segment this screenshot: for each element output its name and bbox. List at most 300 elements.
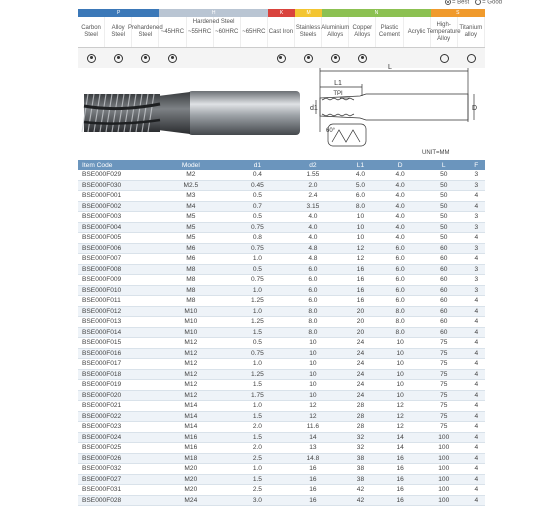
table-cell: 60	[420, 296, 468, 307]
material-name: Stainless Steels	[295, 17, 322, 47]
table-cell: 1.5	[230, 380, 286, 391]
table-cell: M14	[152, 411, 230, 422]
table-row	[78, 327, 485, 338]
material-rating-cell	[78, 48, 105, 68]
column-header: Model	[152, 160, 230, 170]
table-cell: 100	[420, 495, 468, 506]
material-rating-cell	[132, 48, 159, 68]
table-cell: 16	[380, 453, 420, 464]
material-name: Titanium alloy	[458, 17, 485, 47]
table-cell: 10	[285, 338, 341, 349]
table-cell: M3	[152, 191, 230, 202]
material-name: Cast Iron	[268, 17, 295, 47]
table-row	[78, 222, 485, 233]
table-cell: 75	[420, 380, 468, 391]
material-group-s: S	[431, 9, 485, 17]
material-name: Alloy Steel	[105, 17, 132, 47]
table-cell: 75	[420, 390, 468, 401]
table-cell: BSE000F004	[78, 222, 152, 233]
material-name: High-Temperature Alloy	[431, 17, 458, 47]
table-cell: 2.0	[230, 422, 286, 433]
table-cell: 20	[341, 327, 381, 338]
table-cell: 12	[380, 422, 420, 433]
table-cell: 50	[420, 233, 468, 244]
table-cell: M8	[152, 264, 230, 275]
table-cell: M14	[152, 422, 230, 433]
table-cell: 60	[420, 264, 468, 275]
table-cell: 6.0	[285, 264, 341, 275]
table-cell: BSE000F005	[78, 233, 152, 244]
table-cell: 3	[468, 222, 485, 233]
table-cell: 28	[341, 422, 381, 433]
table-row	[78, 464, 485, 475]
table-cell: 75	[420, 359, 468, 370]
table-cell: 50	[420, 180, 468, 191]
table-cell: M12	[152, 359, 230, 370]
table-row	[78, 180, 485, 191]
table-cell: 75	[420, 422, 468, 433]
table-cell: 1.5	[230, 432, 286, 443]
table-cell: 1.25	[230, 296, 286, 307]
table-row	[78, 359, 485, 370]
table-row	[78, 432, 485, 443]
table-cell: BSE000F027	[78, 474, 152, 485]
table-cell: BSE000F006	[78, 243, 152, 254]
column-header: L	[420, 160, 468, 170]
table-cell: 4.8	[285, 243, 341, 254]
table-cell: 50	[420, 212, 468, 223]
table-cell: 32	[341, 432, 381, 443]
material-name: ~45HRC	[159, 17, 186, 47]
table-cell: 4	[468, 348, 485, 359]
table-cell: 4.0	[285, 233, 341, 244]
table-cell: BSE000F030	[78, 180, 152, 191]
table-cell: 0.5	[230, 338, 286, 349]
material-name: Acrylic	[404, 17, 431, 47]
table-cell: BSE000F023	[78, 422, 152, 433]
table-cell: 4	[468, 432, 485, 443]
table-cell: 0.5	[230, 212, 286, 223]
table-cell: BSE000F029	[78, 170, 152, 180]
table-cell: BSE000F014	[78, 327, 152, 338]
material-name: ~60HRC	[214, 17, 241, 47]
table-cell: M10	[152, 317, 230, 328]
material-rating-cell	[187, 48, 214, 68]
table-cell: 0.75	[230, 348, 286, 359]
table-cell: 75	[420, 411, 468, 422]
table-cell: 60	[420, 275, 468, 286]
table-cell: 13	[285, 443, 341, 454]
table-cell: BSE000F024	[78, 432, 152, 443]
table-cell: 10	[380, 338, 420, 349]
table-cell: 4	[468, 390, 485, 401]
table-cell: 8.0	[380, 327, 420, 338]
table-cell: M20	[152, 474, 230, 485]
table-cell: 60	[420, 327, 468, 338]
table-cell: 100	[420, 443, 468, 454]
table-cell: M8	[152, 296, 230, 307]
table-cell: 10	[341, 212, 381, 223]
table-cell: 42	[341, 485, 381, 496]
table-cell: BSE000F012	[78, 306, 152, 317]
table-row	[78, 474, 485, 485]
table-row	[78, 285, 485, 296]
table-cell: 4.0	[380, 201, 420, 212]
dim-d1: d1	[310, 105, 318, 112]
good-rating-icon	[475, 0, 481, 5]
table-cell: 14	[380, 443, 420, 454]
table-cell: 6.0	[380, 275, 420, 286]
table-row	[78, 338, 485, 349]
spec-table-header	[78, 160, 485, 170]
table-cell: M20	[152, 485, 230, 496]
material-group-m: M	[295, 9, 322, 17]
table-cell: 16	[380, 495, 420, 506]
table-cell: 2.5	[230, 485, 286, 496]
table-cell: M4	[152, 201, 230, 212]
table-cell: 11.6	[285, 422, 341, 433]
table-cell: 50	[420, 170, 468, 180]
table-cell: M10	[152, 327, 230, 338]
table-cell: 4	[468, 191, 485, 202]
table-cell: 3.15	[285, 201, 341, 212]
best-rating-icon	[141, 54, 150, 63]
table-cell: 8.0	[341, 201, 381, 212]
table-cell: 10	[380, 390, 420, 401]
table-row	[78, 233, 485, 244]
table-cell: 1.25	[230, 369, 286, 380]
table-cell: M5	[152, 222, 230, 233]
best-rating-icon	[87, 54, 96, 63]
table-row	[78, 411, 485, 422]
material-suitability-table	[78, 9, 485, 68]
table-cell: 10	[285, 369, 341, 380]
table-cell: BSE000F022	[78, 411, 152, 422]
material-rating-cell	[268, 48, 295, 68]
table-row	[78, 369, 485, 380]
table-cell: 6.0	[285, 296, 341, 307]
table-cell: M5	[152, 233, 230, 244]
dim-angle: 60°	[326, 128, 336, 134]
table-cell: 100	[420, 432, 468, 443]
table-cell: 6.0	[380, 254, 420, 265]
table-cell: 14	[380, 432, 420, 443]
table-cell: 4.0	[380, 170, 420, 180]
dim-L1: L1	[334, 80, 342, 87]
table-cell: 100	[420, 464, 468, 475]
table-cell: 1.0	[230, 401, 286, 412]
table-cell: 4	[468, 359, 485, 370]
material-name: Aluminium Alloys	[322, 17, 349, 47]
table-cell: 4	[468, 443, 485, 454]
table-cell: 3	[468, 264, 485, 275]
spec-table	[78, 160, 485, 506]
table-cell: 12	[341, 243, 381, 254]
table-cell: 16	[341, 275, 381, 286]
table-cell: 4	[468, 254, 485, 265]
table-cell: M12	[152, 390, 230, 401]
table-row	[78, 306, 485, 317]
table-cell: 38	[341, 453, 381, 464]
table-cell: M24	[152, 495, 230, 506]
table-cell: BSE000F017	[78, 359, 152, 370]
table-cell: M16	[152, 443, 230, 454]
best-rating-icon	[168, 54, 177, 63]
material-name: Carbon Steel	[78, 17, 105, 47]
legend-best: = Best	[445, 0, 469, 6]
table-cell: 24	[341, 348, 381, 359]
column-header: D	[380, 160, 420, 170]
table-cell: 16	[380, 485, 420, 496]
table-row	[78, 296, 485, 307]
table-cell: M20	[152, 464, 230, 475]
table-cell: 3	[468, 170, 485, 180]
table-cell: 20	[341, 317, 381, 328]
table-cell: 100	[420, 485, 468, 496]
table-cell: BSE000F020	[78, 390, 152, 401]
table-cell: 10	[285, 390, 341, 401]
table-cell: 75	[420, 369, 468, 380]
table-cell: 0.7	[230, 201, 286, 212]
table-cell: 1.0	[230, 306, 286, 317]
table-cell: BSE000F001	[78, 191, 152, 202]
table-cell: 4	[468, 327, 485, 338]
table-cell: 3	[468, 275, 485, 286]
table-cell: M6	[152, 243, 230, 254]
table-cell: 12	[285, 401, 341, 412]
table-cell: BSE000F021	[78, 401, 152, 412]
table-cell: 24	[341, 390, 381, 401]
table-cell: 2.4	[285, 191, 341, 202]
table-cell: 16	[285, 464, 341, 475]
table-cell: 50	[420, 191, 468, 202]
column-header: d1	[230, 160, 286, 170]
table-cell: 16	[341, 285, 381, 296]
thread-mill-tool-image	[78, 82, 303, 144]
table-cell: BSE000F013	[78, 317, 152, 328]
table-cell: 4	[468, 317, 485, 328]
table-cell: 10	[380, 359, 420, 370]
table-cell: 0.75	[230, 222, 286, 233]
table-row	[78, 422, 485, 433]
column-header: F	[468, 160, 485, 170]
table-cell: 10	[380, 369, 420, 380]
table-cell: BSE000F011	[78, 296, 152, 307]
table-cell: 75	[420, 348, 468, 359]
table-cell: BSE000F026	[78, 453, 152, 464]
table-cell: 6.0	[380, 285, 420, 296]
table-row	[78, 201, 485, 212]
table-row	[78, 212, 485, 223]
table-cell: 1.5	[230, 411, 286, 422]
table-cell: 2.0	[230, 443, 286, 454]
table-cell: 6.0	[380, 243, 420, 254]
table-cell: 100	[420, 453, 468, 464]
table-cell: M12	[152, 380, 230, 391]
table-cell: 10	[380, 380, 420, 391]
best-rating-icon	[114, 54, 123, 63]
table-cell: M12	[152, 348, 230, 359]
rating-legend	[445, 0, 502, 6]
table-cell: 0.45	[230, 180, 286, 191]
table-cell: 3	[468, 180, 485, 191]
best-rating-icon	[445, 0, 451, 5]
table-cell: M2.5	[152, 180, 230, 191]
material-rating-cell	[241, 48, 268, 68]
table-cell: 60	[420, 285, 468, 296]
table-cell: 4	[468, 296, 485, 307]
table-cell: 4.0	[380, 191, 420, 202]
table-cell: BSE000F016	[78, 348, 152, 359]
material-name: Plastic Cement	[376, 17, 403, 47]
table-cell: 32	[341, 443, 381, 454]
table-cell: 4	[468, 495, 485, 506]
table-cell: 10	[285, 380, 341, 391]
table-row	[78, 443, 485, 454]
table-cell: 1.5	[230, 327, 286, 338]
table-cell: 28	[341, 411, 381, 422]
table-cell: 100	[420, 474, 468, 485]
table-cell: 16	[285, 474, 341, 485]
table-cell: 24	[341, 380, 381, 391]
table-cell: 28	[341, 401, 381, 412]
table-cell: 60	[420, 306, 468, 317]
table-cell: 38	[341, 464, 381, 475]
material-group-p: P	[78, 9, 159, 17]
material-group-h: H	[159, 9, 268, 17]
column-header: Item Code	[78, 160, 152, 170]
table-cell: M8	[152, 285, 230, 296]
table-row	[78, 243, 485, 254]
table-cell: 6.0	[285, 275, 341, 286]
table-cell: 2.5	[230, 453, 286, 464]
table-cell: 4	[468, 453, 485, 464]
material-name: Copper Alloys	[349, 17, 376, 47]
table-cell: 8.0	[285, 306, 341, 317]
table-cell: M12	[152, 338, 230, 349]
table-cell: 4.0	[380, 233, 420, 244]
table-row	[78, 191, 485, 202]
table-cell: 75	[420, 401, 468, 412]
material-group-k: K	[268, 9, 295, 17]
table-cell: BSE000F007	[78, 254, 152, 265]
table-cell: 38	[341, 474, 381, 485]
table-cell: BSE000F032	[78, 464, 152, 475]
table-cell: 12	[380, 411, 420, 422]
table-cell: 12	[285, 411, 341, 422]
table-cell: 10	[380, 348, 420, 359]
table-cell: 0.8	[230, 233, 286, 244]
table-row	[78, 275, 485, 286]
table-cell: BSE000F031	[78, 485, 152, 496]
best-rating-icon	[277, 54, 286, 63]
table-cell: 1.5	[230, 474, 286, 485]
table-cell: 6.0	[341, 191, 381, 202]
table-cell: 8.0	[285, 317, 341, 328]
table-row	[78, 380, 485, 391]
table-cell: 50	[420, 222, 468, 233]
table-cell: 0.5	[230, 191, 286, 202]
table-cell: M8	[152, 275, 230, 286]
table-cell: BSE000F010	[78, 285, 152, 296]
table-cell: 4	[468, 401, 485, 412]
table-cell: 16	[380, 464, 420, 475]
unit-label: UNIT=MM	[422, 150, 450, 156]
table-cell: 1.0	[230, 464, 286, 475]
table-row	[78, 170, 485, 180]
table-cell: 1.25	[230, 317, 286, 328]
dim-L: L	[388, 64, 392, 71]
table-cell: 16	[341, 264, 381, 275]
table-cell: 16	[380, 474, 420, 485]
table-cell: 4	[468, 380, 485, 391]
table-cell: 8.0	[380, 306, 420, 317]
table-cell: 16	[341, 296, 381, 307]
table-cell: 24	[341, 359, 381, 370]
material-group-n: N	[322, 9, 431, 17]
table-cell: 12	[341, 254, 381, 265]
table-cell: M5	[152, 212, 230, 223]
table-cell: 3	[468, 243, 485, 254]
table-cell: 1.75	[230, 390, 286, 401]
dim-TPI: TPI	[333, 91, 343, 97]
table-cell: 60	[420, 317, 468, 328]
table-cell: 4	[468, 422, 485, 433]
table-row	[78, 264, 485, 275]
table-cell: 4	[468, 485, 485, 496]
table-cell: BSE000F002	[78, 201, 152, 212]
table-cell: 4	[468, 233, 485, 244]
table-cell: 4.0	[380, 180, 420, 191]
table-cell: 4.8	[285, 254, 341, 265]
table-cell: 4	[468, 369, 485, 380]
table-cell: BSE000F015	[78, 338, 152, 349]
table-cell: 5.0	[341, 180, 381, 191]
table-cell: 4	[468, 338, 485, 349]
table-cell: BSE000F019	[78, 380, 152, 391]
material-name: ~55HRC	[187, 17, 214, 47]
table-row	[78, 401, 485, 412]
table-cell: 6.0	[380, 296, 420, 307]
table-cell: 42	[341, 495, 381, 506]
table-cell: 24	[341, 338, 381, 349]
material-rating-cell	[159, 48, 186, 68]
table-cell: 4.0	[285, 222, 341, 233]
table-cell: 1.55	[285, 170, 341, 180]
table-cell: M12	[152, 369, 230, 380]
table-cell: 10	[285, 348, 341, 359]
table-cell: 6.0	[380, 264, 420, 275]
table-cell: 0.4	[230, 170, 286, 180]
table-cell: 6.0	[285, 285, 341, 296]
table-row	[78, 485, 485, 496]
table-cell: 10	[341, 233, 381, 244]
table-cell: 4.0	[285, 212, 341, 223]
table-cell: 50	[420, 201, 468, 212]
table-cell: 14	[285, 432, 341, 443]
table-cell: 75	[420, 338, 468, 349]
hardened-steel-label: Hardened Steel	[192, 19, 235, 25]
table-cell: 0.75	[230, 243, 286, 254]
table-cell: 4.0	[380, 222, 420, 233]
table-cell: 60	[420, 254, 468, 265]
dim-D: D	[472, 105, 478, 112]
table-cell: BSE000F008	[78, 264, 152, 275]
table-cell: 4	[468, 201, 485, 212]
table-row	[78, 390, 485, 401]
spec-table-body	[78, 170, 485, 506]
table-cell: BSE000F018	[78, 369, 152, 380]
